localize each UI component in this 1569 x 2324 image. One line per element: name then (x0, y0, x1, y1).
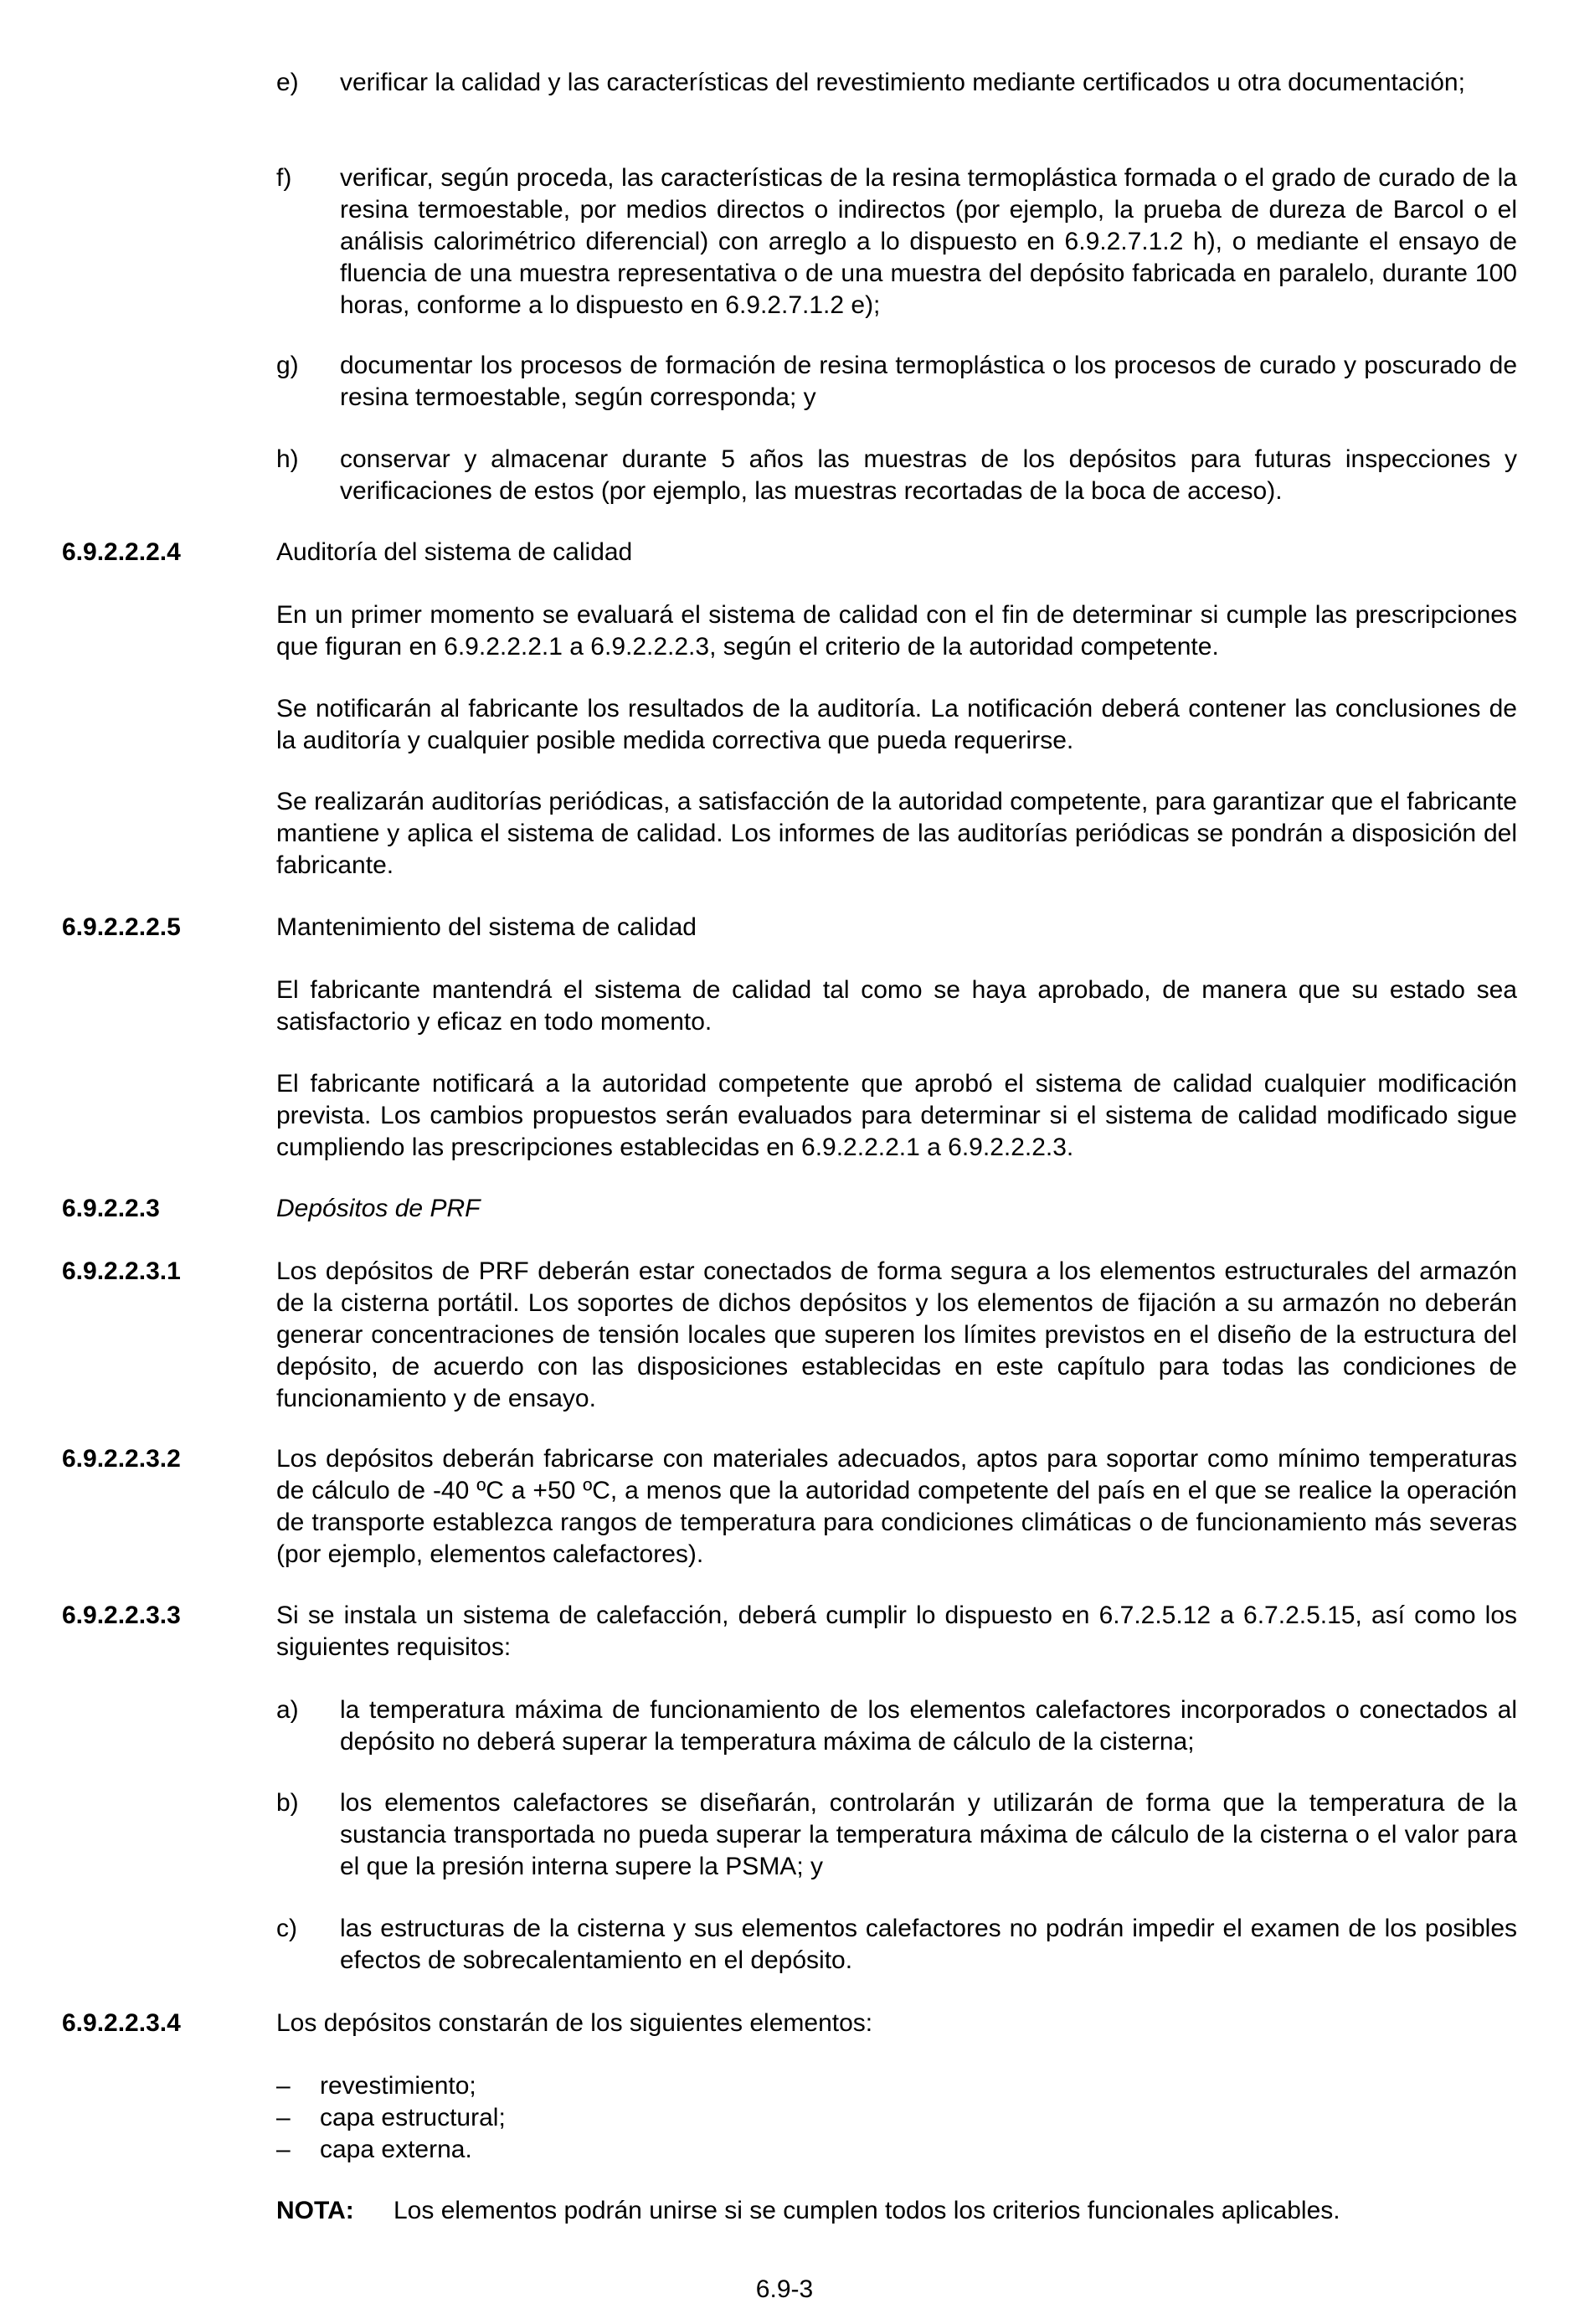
dash-bullet: – (276, 2072, 291, 2100)
list-letter-f: f) (276, 164, 292, 192)
paragraph-6-9-2-2-3-1: Los depósitos de PRF deberán estar conectados de forma segura a los elementos estructurales del armazón de la cisterna portátil. Los soportes de dichos depósitos y los elementos de fijación a su armazón no deberán generar concentraciones de tensión locales que superen los límites previstos en el diseño de la estructura del depósito, de acuerdo con las disposiciones establecidas en este capítulo para todas las condiciones de funcionamiento y de ensayo. (276, 1257, 1517, 1412)
note-label: NOTA: (276, 2197, 354, 2224)
list-item-a: la temperatura máxima de funcionamiento de los elementos calefactores incorporados o conectados al depósito no deberá superar la temperatura máxima de cálculo de la cisterna; (340, 1696, 1517, 1756)
list-item-g: documentar los procesos de formación de resina termoplástica o los procesos de curado y poscurado de resina termoestable, según corresponda; y (340, 352, 1517, 411)
section-title-mantenimiento: Mantenimiento del sistema de calidad (276, 913, 697, 941)
list-item-b: los elementos calefactores se diseñarán, controlarán y utilizarán de forma que la temperatura de la sustancia transportada no pueda superar la temperatura máxima de cálculo de la cisterna o el valor para el que la presión interna supere la PSMA; y (340, 1789, 1517, 1880)
bullet-item-capa-externa: capa externa. (320, 2136, 472, 2163)
section-title-depositos-prf: Depósitos de PRF (276, 1195, 481, 1222)
page-number: 6.9-3 (755, 2275, 814, 2303)
section-number-6-9-2-2-3-4: 6.9.2.2.3.4 (62, 2009, 181, 2037)
list-letter-h: h) (276, 445, 299, 473)
section-number-6-9-2-2-2-5: 6.9.2.2.2.5 (62, 913, 181, 941)
list-item-e: verificar la calidad y las características del revestimiento mediante certificados u otra documentación; (340, 69, 1465, 96)
list-letter-e: e) (276, 69, 299, 96)
paragraph-mantenimiento-1: El fabricante mantendrá el sistema de calidad tal como se haya aprobado, de manera que su estado sea satisfactorio y eficaz en todo momento. (276, 976, 1517, 1036)
paragraph-6-9-2-2-3-3: Si se instala un sistema de calefacción, deberá cumplir lo dispuesto en 6.7.2.5.12 a 6.7.2.5.15, así como los siguientes requisitos: (276, 1602, 1517, 1661)
paragraph-6-9-2-2-3-4: Los depósitos constarán de los siguientes elementos: (276, 2009, 873, 2037)
paragraph-auditoria-3: Se realizarán auditorías periódicas, a satisfacción de la autoridad competente, para garantizar que el fabricante mantiene y aplica el sistema de calidad. Los informes de las auditorías periódicas se pondrán a disposición del fabricante. (276, 788, 1517, 879)
list-item-f: verificar, según proceda, las características de la resina termoplástica formada o el grado de curado de la resina termoestable, por medios directos o indirectos (por ejemplo, la prueba de dureza de Barcol o el análisis calorimétrico diferencial) con arreglo a lo dispuesto en 6.9.2.7.1.2 h), o mediante el ensayo de fluencia de una muestra representativa o de una muestra del depósito fabricada en paralelo, durante 100 horas, conforme a lo dispuesto en 6.9.2.7.1.2 e); (340, 164, 1517, 319)
list-letter-g: g) (276, 352, 299, 379)
paragraph-mantenimiento-2: El fabricante notificará a la autoridad competente que aprobó el sistema de calidad cualquier modificación prevista. Los cambios propuestos serán evaluados para determinar si el sistema de calidad modificado sigue cumpliendo las prescripciones establecidas en 6.9.2.2.2.1 a 6.9.2.2.2.3. (276, 1070, 1517, 1161)
paragraph-6-9-2-2-3-2: Los depósitos deberán fabricarse con materiales adecuados, aptos para soportar como mínimo temperaturas de cálculo de -40 ºC a +50 ºC, a menos que la autoridad competente del país en el que se realice la operación de transporte establezca rangos de temperatura para condiciones climáticas o de funcionamiento más severas (por ejemplo, elementos calefactores). (276, 1445, 1517, 1568)
list-letter-c: c) (276, 1915, 297, 1942)
paragraph-auditoria-2: Se notificarán al fabricante los resultados de la auditoría. La notificación deberá contener las conclusiones de la auditoría y cualquier posible medida correctiva que pueda requerirse. (276, 695, 1517, 754)
note-text: Los elementos podrán unirse si se cumplen todos los criterios funcionales aplicables. (394, 2197, 1340, 2224)
section-number-6-9-2-2-3-1: 6.9.2.2.3.1 (62, 1257, 181, 1285)
section-number-6-9-2-2-3: 6.9.2.2.3 (62, 1195, 160, 1222)
section-title-auditoria: Auditoría del sistema de calidad (276, 538, 633, 566)
dash-bullet: – (276, 2136, 291, 2163)
section-number-6-9-2-2-2-4: 6.9.2.2.2.4 (62, 538, 181, 566)
section-number-6-9-2-2-3-3: 6.9.2.2.3.3 (62, 1602, 181, 1629)
dash-bullet: – (276, 2104, 291, 2131)
bullet-item-revestimiento: revestimiento; (320, 2072, 476, 2100)
paragraph-auditoria-1: En un primer momento se evaluará el sistema de calidad con el fin de determinar si cumple las prescripciones que figuran en 6.9.2.2.2.1 a 6.9.2.2.2.3, según el criterio de la autoridad competente. (276, 601, 1517, 661)
section-number-6-9-2-2-3-2: 6.9.2.2.3.2 (62, 1445, 181, 1473)
bullet-item-capa-estructural: capa estructural; (320, 2104, 506, 2131)
list-item-c: las estructuras de la cisterna y sus elementos calefactores no podrán impedir el examen de los posibles efectos de sobrecalentamiento en el depósito. (340, 1915, 1517, 1974)
list-letter-b: b) (276, 1789, 299, 1817)
list-item-h: conservar y almacenar durante 5 años las muestras de los depósitos para futuras inspecciones y verificaciones de estos (por ejemplo, las muestras recortadas de la boca de acceso). (340, 445, 1517, 505)
list-letter-a: a) (276, 1696, 299, 1724)
